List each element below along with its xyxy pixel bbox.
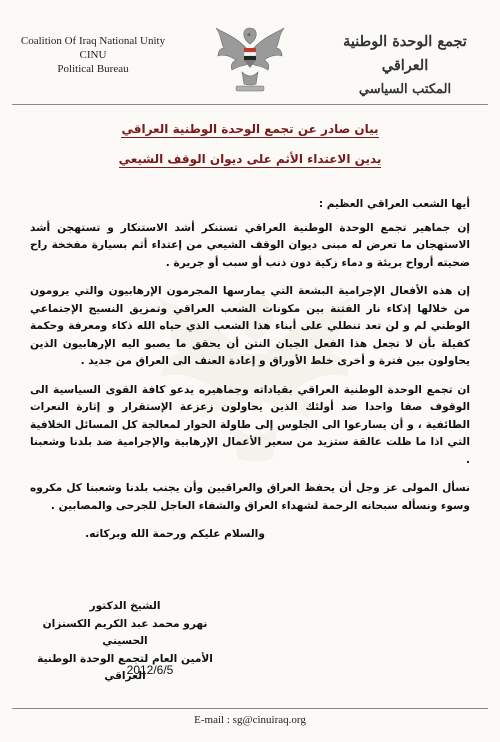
org-name-arabic — [330, 30, 480, 97]
statement-title: بيان صادر عن تجمع الوحدة الوطنية العراقي — [121, 122, 379, 136]
paragraph-2: إن هذه الأفعال الإجرامية البشعة التي يمارسها المجرمون الإرهابيون والتي يرومون من خلالها إذكاء نار الفتنة بين مكونات الشعب العراقي وتمزيق النسيج الإجتماعي الوطني لم و لن تعد تنطلي على أبناء هذا الشعب الذي حباه الله ذكاء ومعرفة وحكمة كفيلة بأن لا تجعل هذا الفعل الجبان النتن أن يحقق ما يصبو اليه الإرهابيون الذين يحاولون بين فترة و أخرى خلط الأوراق و إعادة العنف الى العراق من جديد . — [30, 285, 470, 367]
org-ar-line1: تجمع الوحدة الوطنية العراقي — [343, 33, 467, 74]
org-en-line2: CINU — [79, 49, 107, 61]
letterhead — [0, 0, 500, 104]
signature-position: الأمين العام لتجمع الوحدة الوطنية العراقي — [37, 652, 213, 682]
footer-divider — [12, 708, 488, 709]
signature-name: نهرو محمد عبد الكريم الكسنزان الحسيني — [42, 617, 208, 647]
statement-body — [30, 196, 470, 544]
greeting: أيها الشعب العراقي العظيم : — [318, 198, 470, 210]
paragraph-1: إن جماهير تجمع الوحدة الوطنية العراقي تستنكر أشد الاستنكار و تستهجن أشد الاستهجان ما تعرض له مبنى ديوان الوقف الشيعي من إعتداء أثم بسيارة مفخخة راح ضحيته أرواح بريئة و دماء زكية دون ذنب أو سبب أو جريرة . — [30, 221, 470, 269]
footer-email: E-mail : sg@cinuiraq.org — [194, 714, 306, 726]
eagle-emblem-icon — [214, 20, 286, 94]
org-en-line1: Coalition Of Iraq National Unity — [20, 35, 166, 47]
org-name-english — [18, 34, 168, 76]
statement-subtitle: يدين الاعتداء الأثم على ديوان الوقف الشيعي — [118, 152, 382, 166]
closing-salutation: والسلام عليكم ورحمة الله وبركاته. — [85, 528, 265, 540]
org-ar-line2: المكتب السياسي — [358, 82, 452, 97]
paragraph-4: نسأل المولى عز وجل أن يحفظ العراق والعراقيين وأن يجنب بلدنا وشعبنا كل مكروه وسوء ونسأله سبحانه الرحمة لشهداء العراق والشفاء العاجل للجرحى والمصابين . — [30, 482, 470, 512]
signature-title: الشيخ الدكتور — [89, 600, 161, 612]
org-en-line3: Political Bureau — [57, 63, 129, 75]
header-divider — [12, 104, 488, 105]
paragraph-3: ان تجمع الوحدة الوطنية العراقي بقياداته وجماهيره يدعو كافة القوى السياسية الى الوقوف صفا واحدا ضد أولئك الذين يحاولون زعزعة الإستقرار و إثارة النعرات الطائفية ، و أن يسارعوا الى الجلوس إلى طاولة الحوار لمعالجة كل المسائل الخلافية التي اذا ما ظلت عالقة ستزيد من سعير الأعمال الإرهابية والإجرامية ضد بلدنا وشعبنا . — [30, 383, 470, 466]
statement-date: 2012/6/5 — [126, 663, 174, 677]
